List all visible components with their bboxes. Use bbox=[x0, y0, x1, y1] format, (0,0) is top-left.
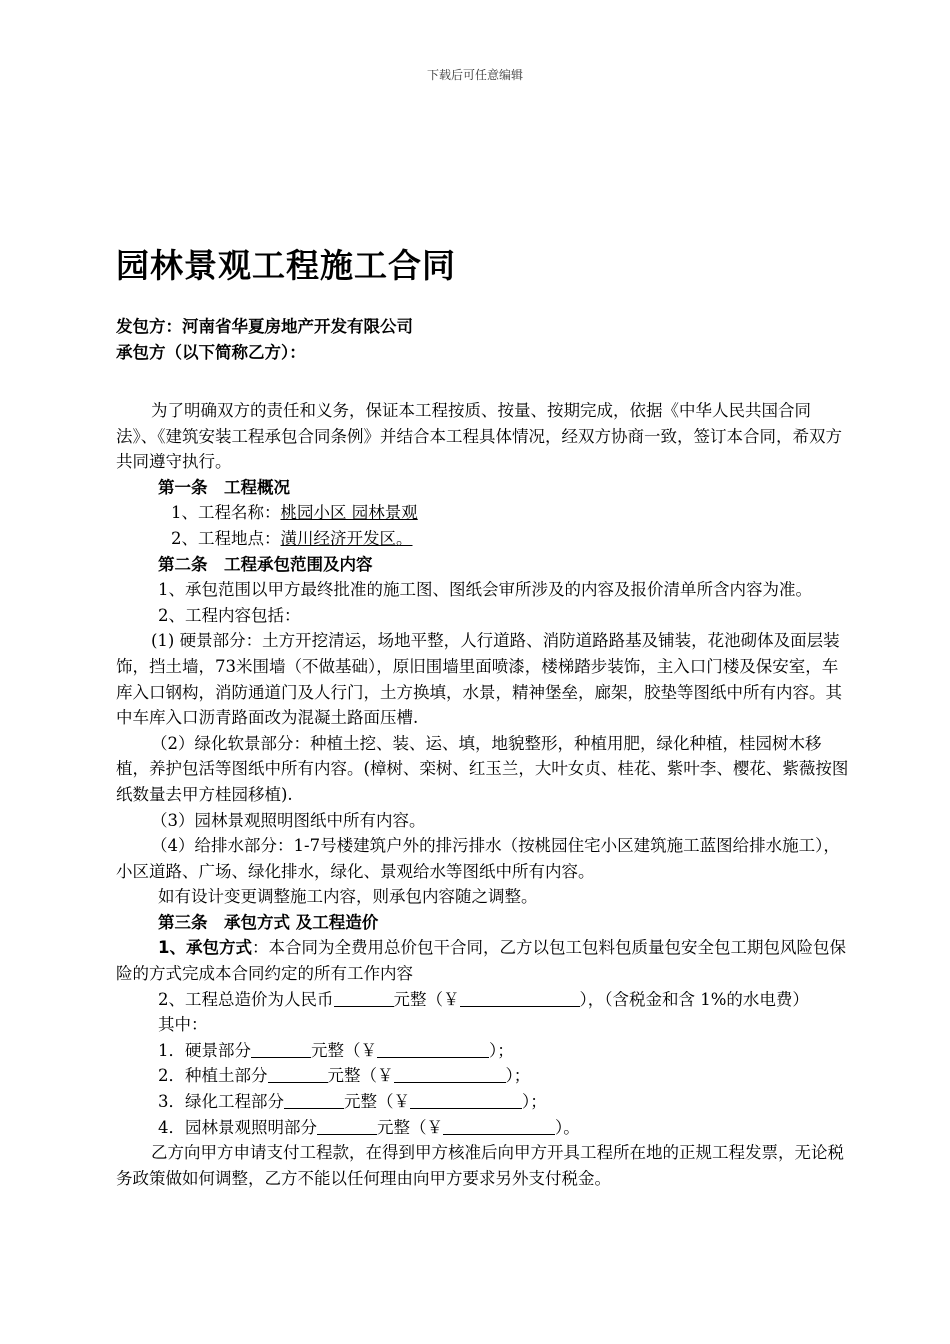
cost-item-1-yuan: 元整（￥ bbox=[311, 1040, 377, 1060]
contract-mode-text: ：本合同为全费用总价包干合同，乙方以包工包料包质量包安全包工期包风险包保险的方式完成本合同约定的所有工作内容 bbox=[116, 938, 846, 984]
cost-item-1-label: 1．硬景部分 bbox=[158, 1040, 251, 1060]
cost-item-4-yuan: 元整（￥ bbox=[377, 1117, 443, 1137]
cost-item-1 bbox=[116, 1038, 850, 1064]
lighting-paragraph: （3）园林景观照明图纸中所有内容。 bbox=[151, 810, 426, 830]
cost-item-4 bbox=[116, 1115, 850, 1141]
cost-item-1-blank bbox=[251, 1041, 311, 1058]
among-label: 其中： bbox=[158, 1015, 208, 1035]
cost-item-2-yuan: 元整（￥ bbox=[327, 1066, 394, 1086]
content-label: 2、工程内容包括： bbox=[158, 605, 301, 625]
soft-landscape-paragraph: （2）绿化软景部分：种植土挖、装、运、填，地貌整形，种植用肥，绿化种植，桂园树木移植，养护包活等图纸中所有内容。(樟树、栾树、红玉兰，大叶女贞、桂花、紫叶李、樱花、紫薇按图纸数量去甲方桂园移植). bbox=[116, 733, 849, 804]
cost-item-3-amount-blank bbox=[410, 1092, 522, 1109]
intro-paragraph: 为了明确双方的责任和义务，保证本工程按质、按量、按期完成，依据《中华人民共国合同法》、《建筑安装工程承包合同条例》并结合本工程具体情况，经双方协商一致，签订本合同，希双方共同遵守执行。 bbox=[116, 401, 842, 472]
project-site-label: 2、工程地点： bbox=[171, 528, 281, 548]
article-2-heading: 第二条 工程承包范围及内容 bbox=[158, 554, 373, 574]
project-name-line bbox=[116, 500, 850, 526]
contract-mode-label: 1、承包方式 bbox=[158, 938, 252, 958]
hard-landscape-paragraph: (1) 硬景部分：土方开挖清运，场地平整，人行道路、消防道路路基及铺装，花池砌体及面层装饰，挡土墙，73米围墙（不做基础），原旧围墙里面喷漆，楼梯踏步装饰，主入口门楼及保安室，车库入口钢构，消防通道门及人行门，土方换填，水景，精神堡垒，廊架，胶垫等图纸中所有内容。其中车库入口沥青路面改为混凝土路面压槽. bbox=[116, 631, 842, 728]
project-site-value: 潢川经济开发区。 bbox=[280, 528, 413, 548]
project-name-value: 桃园小区 园林景观 bbox=[280, 503, 418, 523]
scope-paragraph: 1、承包范围以甲方最终批准的施工图、图纸会审所涉及的内容及报价清单所含内容为准。 bbox=[158, 580, 812, 600]
cost-item-3-end: ）； bbox=[522, 1092, 547, 1112]
total-price-amount-blank bbox=[460, 990, 580, 1007]
page-header: 下载后可任意编辑 bbox=[426, 68, 523, 82]
cost-item-2-label: 2．种植土部分 bbox=[158, 1066, 268, 1086]
cost-item-4-label: 4．园林景观照明部分 bbox=[158, 1117, 317, 1137]
cost-item-4-amount-blank bbox=[443, 1118, 555, 1135]
article-1-heading: 第一条 工程概况 bbox=[158, 477, 290, 497]
contract-body bbox=[116, 398, 850, 1191]
total-price-prefix: 2、工程总造价为人民币 bbox=[158, 989, 334, 1009]
drainage-paragraph: （4）给排水部分：1-7号楼建筑户外的排污排水（按桃园住宅小区建筑施工蓝图给排水施工），小区道路、广场、绿化排水，绿化、景观给水等图纸中所有内容。 bbox=[116, 836, 840, 881]
cost-item-1-end: ）； bbox=[489, 1040, 514, 1060]
contract-title: 园林景观工程施工合同 bbox=[116, 246, 456, 285]
design-change-paragraph: 如有设计变更调整施工内容，则承包内容随之调整。 bbox=[158, 887, 538, 907]
cost-item-3 bbox=[116, 1089, 850, 1115]
project-name-label: 1、工程名称： bbox=[171, 503, 281, 523]
total-price-blank bbox=[334, 990, 394, 1007]
cost-item-2 bbox=[116, 1063, 850, 1089]
cost-item-2-blank bbox=[268, 1066, 328, 1083]
contract-mode-paragraph bbox=[116, 935, 850, 986]
project-site-line bbox=[116, 526, 850, 552]
total-price-mid: 元整（￥ bbox=[393, 989, 460, 1009]
cost-item-3-yuan: 元整（￥ bbox=[344, 1092, 410, 1112]
article-3-heading: 第三条 承包方式 及工程造价 bbox=[158, 912, 379, 932]
employer-line: 发包方：河南省华夏房地产开发有限公司 bbox=[116, 317, 413, 336]
cost-item-2-end: ）； bbox=[505, 1066, 531, 1086]
cost-item-1-amount-blank bbox=[377, 1041, 489, 1058]
contractor-line: 承包方（以下简称乙方）： bbox=[116, 343, 306, 362]
cost-item-2-amount-blank bbox=[394, 1066, 506, 1083]
cost-item-4-end: ）。 bbox=[555, 1117, 580, 1137]
total-price-suffix: ），（含税金和含 1%的水电费） bbox=[579, 989, 809, 1009]
cost-item-3-label: 3．绿化工程部分 bbox=[158, 1092, 284, 1112]
cost-item-3-blank bbox=[284, 1092, 344, 1109]
cost-item-4-blank bbox=[317, 1118, 377, 1135]
tax-paragraph: 乙方向甲方申请支付工程款，在得到甲方核准后向甲方开具工程所在地的正规工程发票，无论税务政策做如何调整，乙方不能以任何理由向甲方要求另外支付税金。 bbox=[116, 1143, 844, 1188]
total-price-paragraph bbox=[116, 987, 850, 1013]
